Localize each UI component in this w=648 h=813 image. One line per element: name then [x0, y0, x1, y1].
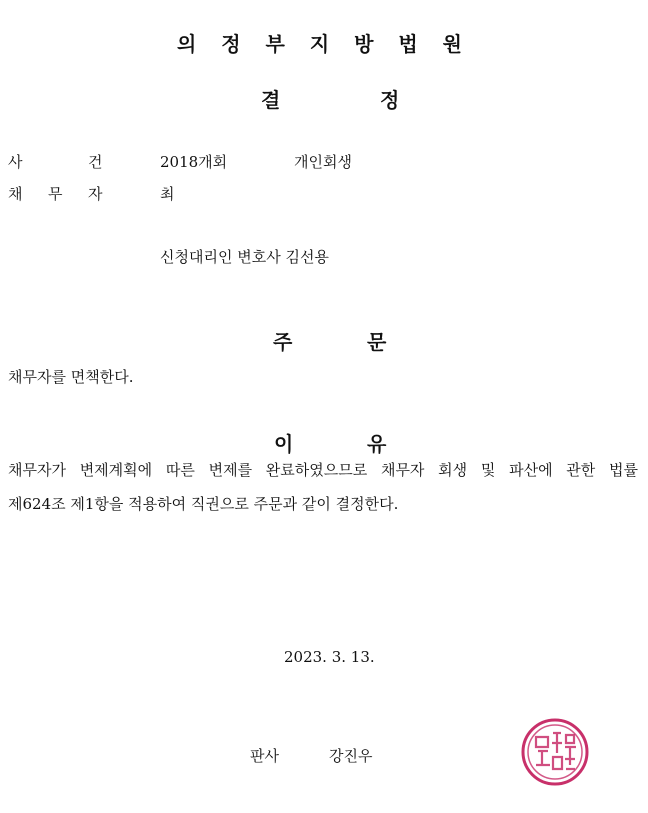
case-number: 2018개회 — [160, 153, 228, 171]
reason-line-2: 제624조 제1항을 적용하여 직권으로 주문과 같이 결정한다. — [8, 495, 399, 513]
decision-date: 2023. 3. 13. — [284, 648, 375, 666]
reason-heading-char-1: 이 — [274, 432, 294, 456]
case-type: 개인회생 — [294, 153, 352, 171]
judge-seal-stamp — [520, 717, 590, 787]
court-name: 의 정 부 지 방 법 원 — [176, 32, 472, 56]
debtor-name: 최 — [160, 185, 175, 203]
debtor-label-char-3: 자 — [88, 185, 103, 203]
title-char-1: 결 — [261, 88, 281, 112]
reason-line-1: 채무자가 변제계획에 따른 변제를 완료하였으므로 채무자 회생 및 파산에 관한 법률 — [8, 461, 638, 479]
order-heading-char-1: 주 — [273, 330, 293, 354]
judge-title: 판사 — [250, 747, 279, 765]
judge-name: 강진우 — [329, 747, 373, 765]
seal-outer-ring — [523, 720, 587, 784]
case-label-char-1: 사 — [8, 153, 23, 171]
debtor-label-char-2: 무 — [48, 185, 63, 203]
reason-heading-char-2: 유 — [367, 432, 387, 456]
title-char-2: 정 — [380, 88, 400, 112]
attorney-line: 신청대리인 변호사 김선용 — [160, 248, 329, 266]
reason-paragraph — [8, 453, 638, 521]
debtor-label-char-1: 채 — [8, 185, 23, 203]
case-label-char-2: 건 — [88, 153, 103, 171]
order-heading-char-2: 문 — [367, 330, 387, 354]
order-text: 채무자를 면책한다. — [8, 368, 134, 386]
seal-glyphs — [536, 733, 576, 769]
